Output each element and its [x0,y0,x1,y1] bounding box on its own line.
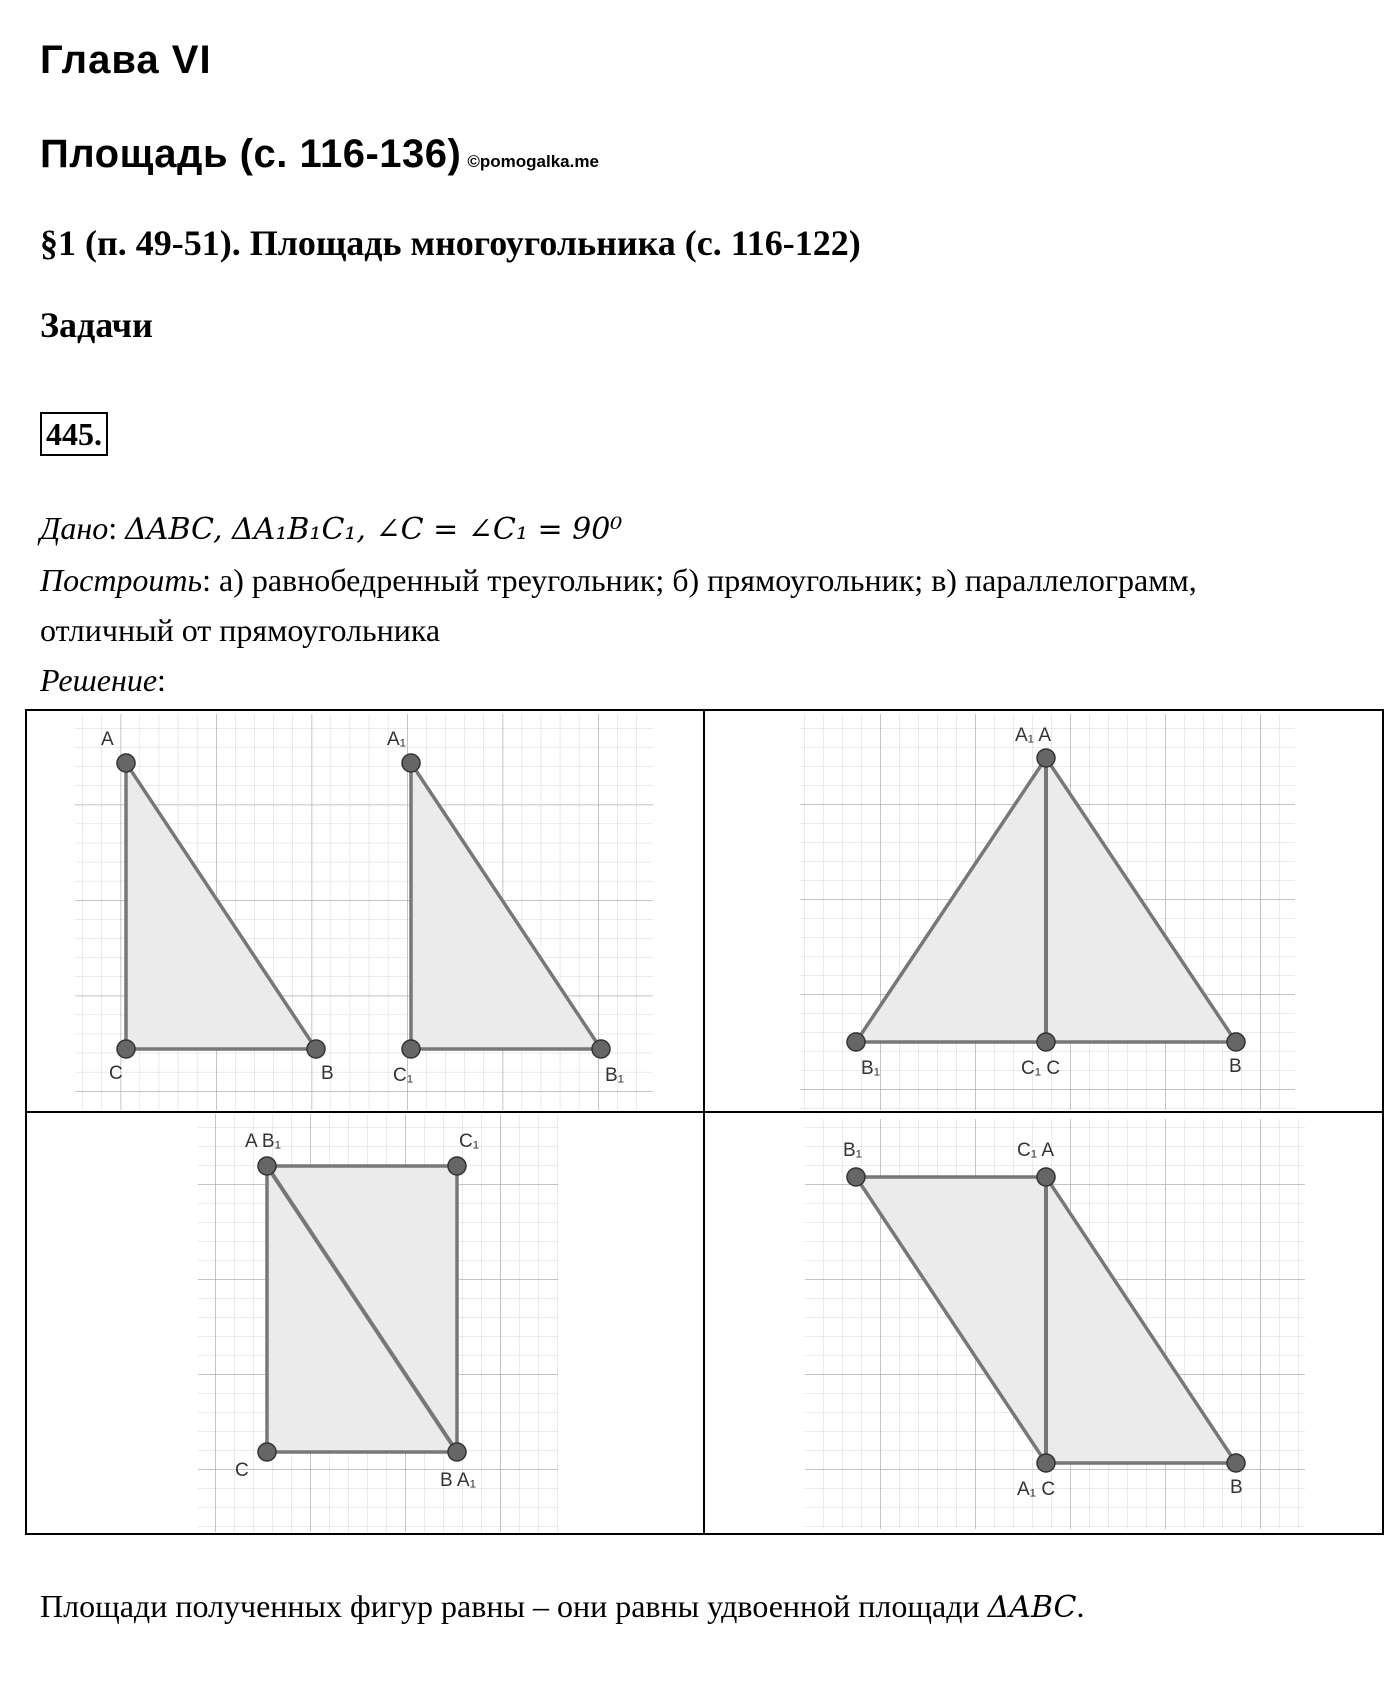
point-b-rect [448,1443,466,1461]
point-b1-par [847,1168,865,1186]
label-b1-par: B₁ [843,1140,863,1161]
chapter-title: Глава VI [40,38,212,82]
label-a: A [101,729,114,750]
watermark: ©pomogalka.me [467,152,599,171]
panel-rectangle [198,1114,558,1532]
topic-text: Площадь (с. 116-136) [40,132,462,176]
point-b1-iso [847,1033,865,1051]
section-title: §1 (п. 49-51). Площадь многоугольника (с. 116-122) [40,223,861,263]
label-c-rect: C [235,1460,249,1481]
solution-label: Решение [40,662,158,698]
point-a [117,754,135,772]
label-b1: B₁ [605,1065,625,1086]
label-b-a1: B A₁ [440,1470,476,1491]
panel-parallelogram [805,1119,1305,1529]
label-b-par: B [1230,1477,1243,1498]
label-b: B [321,1063,334,1084]
point-c-iso [1037,1033,1055,1051]
panel-isosceles [800,714,1295,1110]
point-apex [1037,749,1055,767]
label-c1-rect: C₁ [459,1131,480,1152]
conclusion-math: ΔABC [987,1590,1077,1625]
construct-label: Построить [40,562,203,598]
label-b1-iso: B₁ [861,1058,881,1079]
given-math: ΔABC, ΔA₁B₁C₁, ∠C = ∠C₁ = 90⁰ [125,512,623,547]
label-a1-c: A₁ C [1017,1479,1056,1500]
conclusion-text: Площади полученных фигур равны – они равны удвоенной площади [40,1588,980,1624]
label-c1: C₁ [393,1065,414,1086]
panel-given-triangles [75,714,653,1110]
topic-title [40,132,599,177]
solution-figures [25,709,1384,1535]
point-b1 [592,1040,610,1058]
label-a1: A₁ [387,729,407,750]
point-a-rect [258,1157,276,1175]
point-c1-rect [448,1157,466,1175]
problem-number: 445. [40,412,108,456]
label-c1-a: C₁ A [1017,1140,1055,1161]
point-a1 [402,754,420,772]
construct-line: Построить: а) равнобедренный треугольник; б) прямоугольник; в) параллелограмм, [40,562,1197,598]
point-b [307,1040,325,1058]
label-c: C [109,1063,123,1084]
label-a-b1: A B₁ [245,1131,281,1152]
solution-line: Решение: [40,662,166,698]
point-b-par [1227,1454,1245,1472]
tasks-heading: Задачи [40,305,153,345]
given-line: Дано: ΔABC, ΔA₁B₁C₁, ∠C = ∠C₁ = 90⁰ [40,510,623,547]
construct-line-cont: отличный от прямоугольника [40,612,441,648]
label-a1-a: A₁ A [1015,725,1051,746]
point-c [117,1040,135,1058]
label-b-iso: B [1229,1056,1242,1077]
conclusion: Площади полученных фигур равны – они равны удвоенной площади ΔABC. [40,1588,1085,1625]
label-c1-c: C₁ C [1021,1058,1061,1079]
point-c1 [402,1040,420,1058]
given-label: Дано [40,510,109,546]
point-c-rect [258,1443,276,1461]
construct-text: а) равнобедренный треугольник; б) прямоугольник; в) параллелограмм, [218,562,1197,598]
point-c1-par [1037,1168,1055,1186]
point-b-iso [1227,1033,1245,1051]
point-a1-par [1037,1454,1055,1472]
